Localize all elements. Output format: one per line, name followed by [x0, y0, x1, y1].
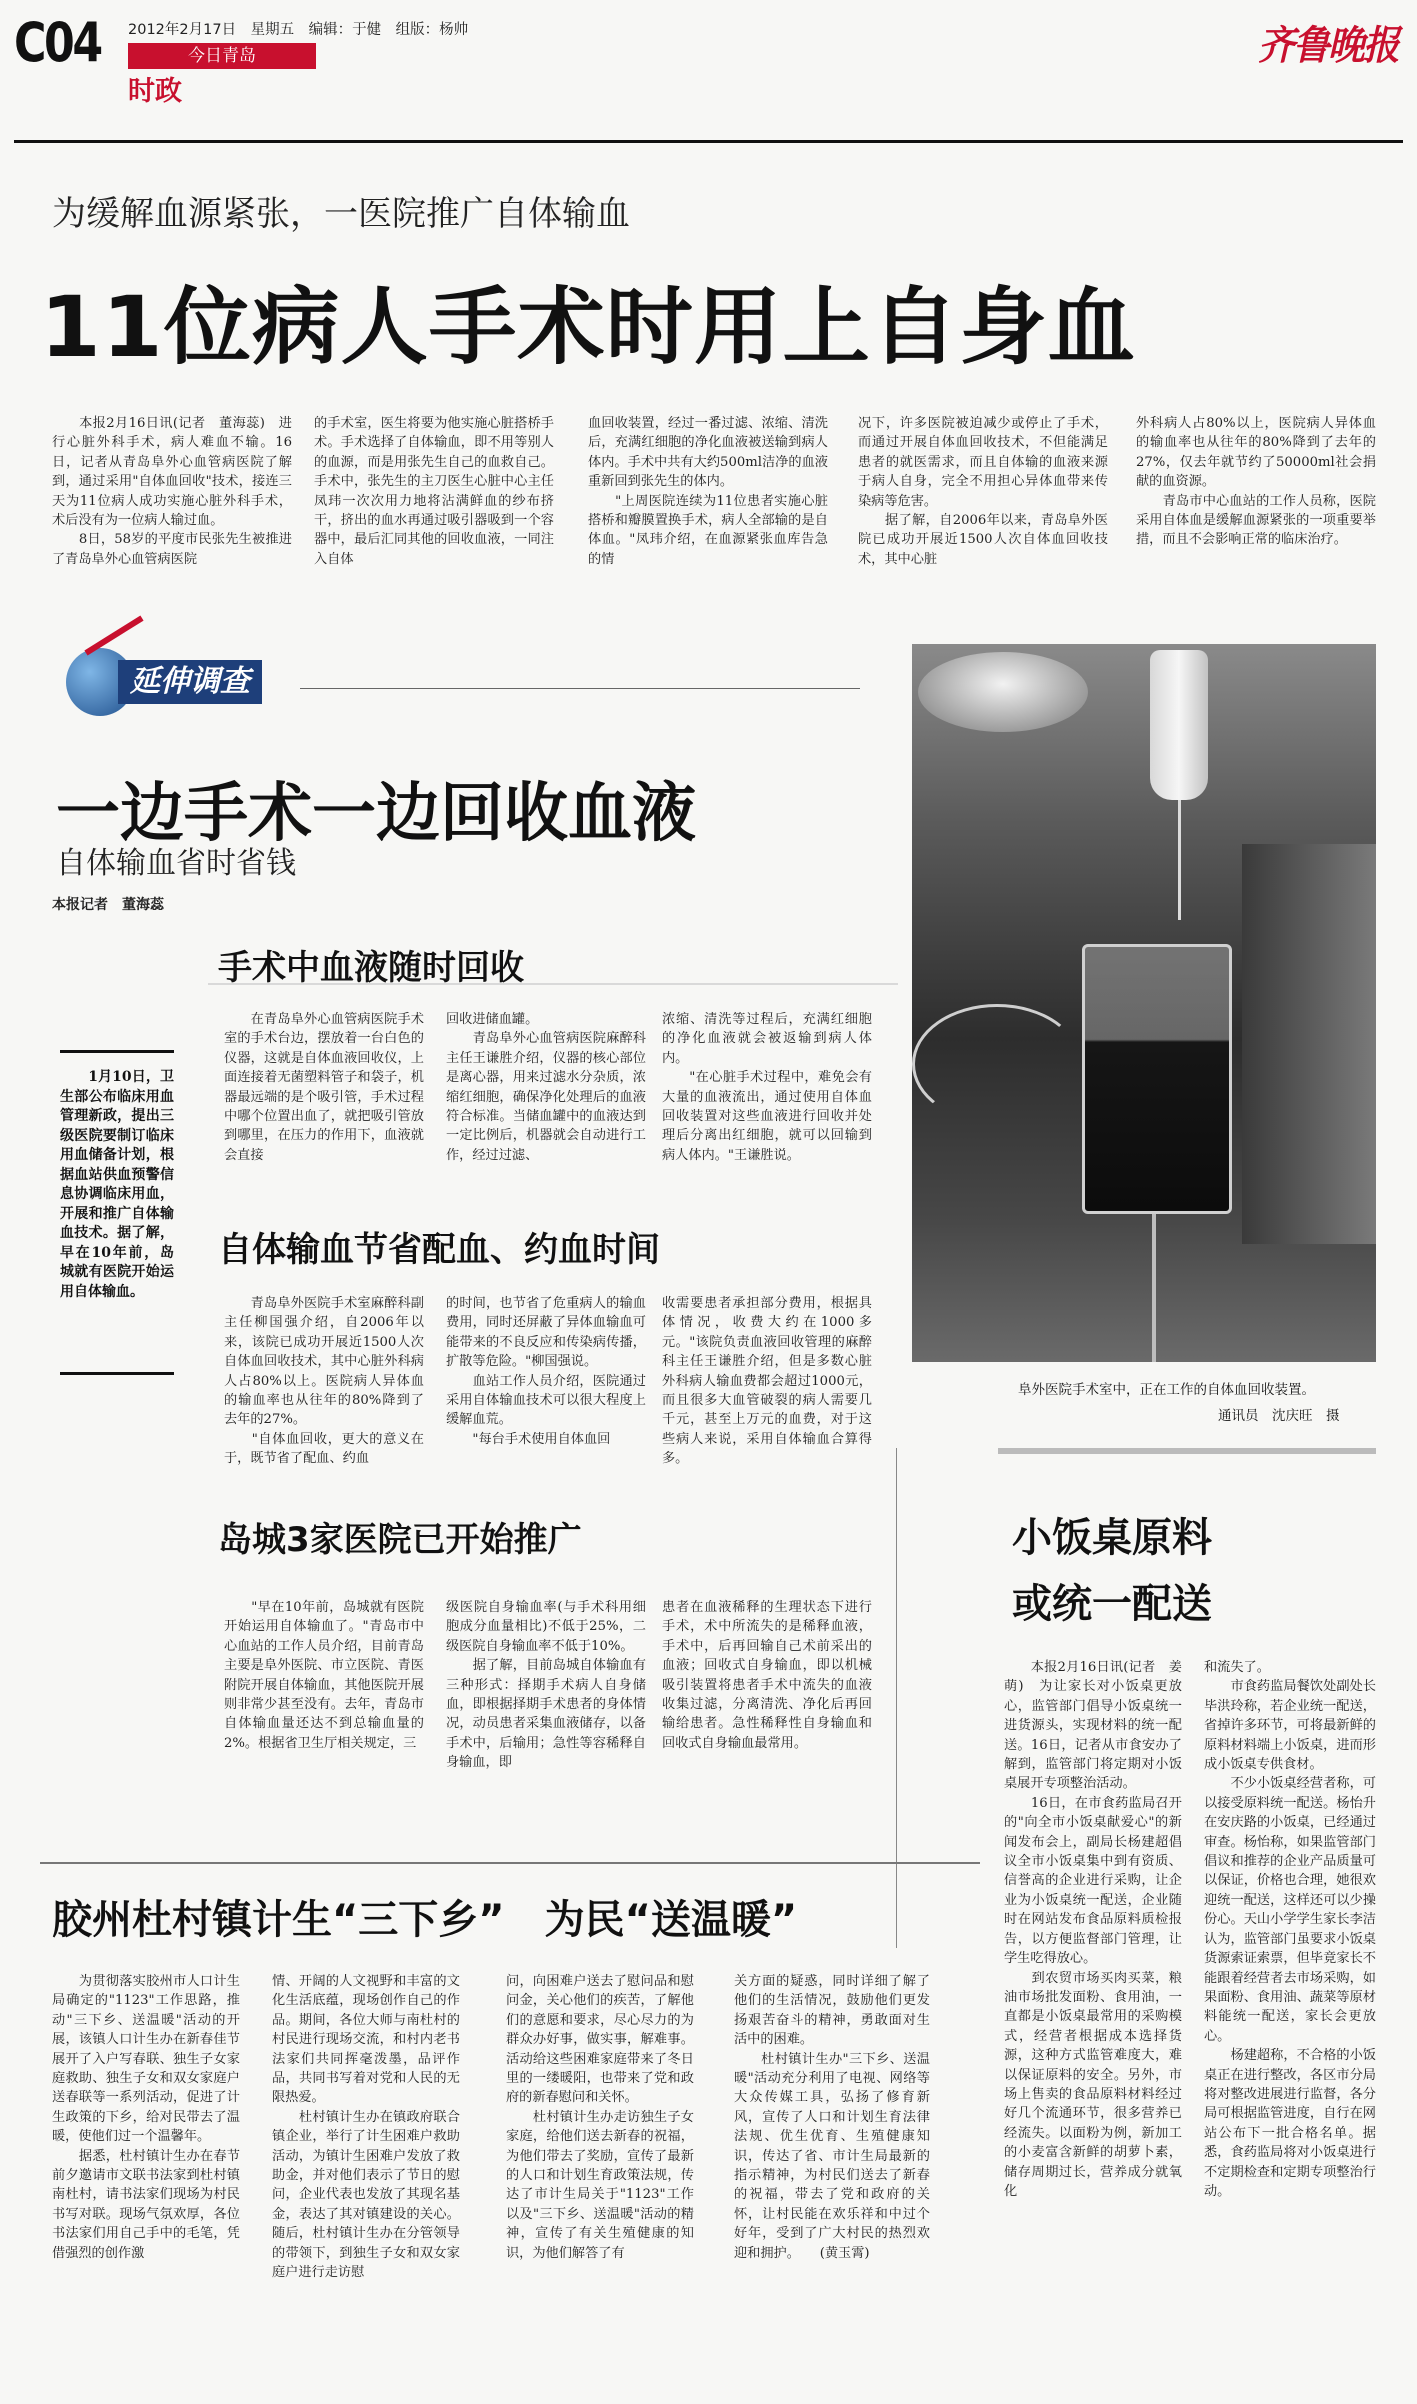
- side-headline-2: 或统一配送: [1012, 1581, 1212, 1627]
- surgical-lamp: [918, 652, 1088, 732]
- bottom-column-3: 问，向困难户送去了慰问品和慰问金，关心他们的疾苦，了解他们的意愿和要求，尽心尽力的为群众办好事，做实事，解难事。活动给这些困难家庭带来了冬日里的一缕暖阳，也带来了党和政府的新春慰问和关怀。 杜村镇计生办走访独生子女家庭，给他们送去新春的祝福，为他们带去了奖励，宣传了最新的人口和计划生育政策法规，传达了市计生局关于"1123"工作以及"三下乡、送温暖"活动的精神，宣传了有关生殖健康的知识，为他们解答了有: [506, 1974, 694, 2261]
- sidebar-note: 1月10日，卫生部公布临床用血管理新政，提出三级医院要制订临床用血储备计划，根据血站供血预警信息协调临床用血，开展和推广自体输血技术。据了解，早在10年前，岛城就有医院开始运用自体输血。: [60, 1069, 174, 1300]
- photo-caption: 阜外医院手术室中，正在工作的自体血回收装置。: [1018, 1382, 1315, 1398]
- side-divider: [896, 1448, 897, 1948]
- lead-column-4: 况下，许多医院被迫减少或停止了手术，而通过开展自体血回收技术，不但能满足患者的就医需求，而且自体输的血液来源于病人自身，完全不用担心异体血带来传染病等危害。 据了解，自2006年以来，青岛阜外医院已成功开展近1500人次自体血回收技术，其中心脏: [858, 416, 1108, 567]
- sub2-column-2: 的时间，也节省了危重病人的输血费用，同时还屏蔽了异体血输血可能带来的不良反应和传染病传播，扩散等危险。"柳国强说。 血站工作人员介绍，医院通过采用自体输血技术可以很大程度上缓解血荒。 "每台手术使用自体血回: [446, 1296, 646, 1447]
- edition-badge: 今日青岛: [128, 43, 316, 69]
- sub1-column-2: 回收进储血罐。 青岛阜外心血管病医院麻醉科主任王谦胜介绍，仪器的核心部位是离心器，用来过滤水分杂质，浓缩红细胞，确保净化处理后的血液符合标准。当储血罐中的血液达到一定比例后，机器就会自动进行工作，经过过滤、: [446, 1012, 646, 1163]
- surgery-photo: [912, 644, 1376, 1362]
- feature-logo: [66, 644, 294, 720]
- side-column-1: 本报2月16日讯(记者 姜萌) 为让家长对小饭桌更放心，监管部门倡导小饭桌统一进货源头，实现材料的统一配送。16日，记者从市食安办了解到，监管部门将定期对小饭桌展开专项整治活动。 16日，在市食药监局召开的"向全市小饭桌献爱心"的新闻发布会上，副局长杨建超倡议全市小饭桌集中到有资质、信誉高的企业进行采购，让企业为小饭桌统一配送，企业随时在网站发布食品原料质检报告，以方便监督部门管理，让学生吃得放心。 到农贸市场买肉买菜，粮油市场批发面粉、食用油，一直都是小饭桌最常用的采购模式，经营者根据成本选择货源，这种方式监管难度大，难以保证原料的安全。另外，市场上售卖的食品原料材料经过好几个流通环节，很多营养已经流失。以面粉为例，新加工的小麦富含新鲜的胡萝卜素，储存周期过长，营养成分就氧化: [1004, 1660, 1182, 2199]
- bottom-column-4: 关方面的疑惑，同时详细了解了他们的生活情况，鼓励他们更发扬艰苦奋斗的精神，勇敢面对生活中的困难。 杜村镇计生办"三下乡、送温暖"活动充分利用了电视、网络等大众传媒工具，弘扬了修育新风，宣传了人口和计划生育法律法规、优生优育、生殖健康知识，传达了省、市计生局最新的指示精神，为村民们送去了新春的祝福，带去了党和政府的关怀，让村民能在欢乐祥和中过个好年，受到了广大村民的热烈欢迎和拥护。 (黄玉霄): [734, 1974, 930, 2261]
- iv-bag: [1150, 650, 1208, 800]
- feature-rule: [300, 688, 860, 689]
- lead-column-5: 外科病人占80%以上，医院病人异体血的输血率也从往年的80%降到了去年的27%，仅去年就节约了50000ml社会捐献的血资源。 青岛市中心血站的工作人员称，医院采用自体血是缓解血源紧张的一项重要举措，而且不会影响正常的临床治疗。: [1136, 416, 1376, 548]
- lead-kicker: 为缓解血源紧张，一医院推广自体输血: [52, 194, 630, 234]
- feature-headline: 一边手术一边回收血液: [56, 777, 696, 851]
- sub3-column-1: "早在10年前，岛城就有医院开始运用自体输血了。"青岛市中心血站的工作人员介绍，目前青岛主要是阜外医院、市立医院、青医附院开展自体输血，其他医院开展则非常少甚至没有。去年，青岛市自体输血量还达不到总输血量的2%。根据省卫生厅相关规定，三: [224, 1600, 424, 1751]
- header-rule: [14, 140, 1403, 143]
- photo-credit: 通讯员 沈庆旺 摄: [1218, 1408, 1340, 1424]
- iv-tube: [1178, 800, 1181, 920]
- lead-column-1: 本报2月16日讯(记者 董海蕊) 进行心脏外科手术，病人难血不输。16日，记者从青岛阜外心血管病医院了解到，通过采用"自体血回收"技术，接连三天为11位病人成功实施心脏外科手术，术后没有为一位病人输过血。 8日，58岁的平度市民张先生被推进了青岛阜外心血管病医院: [52, 416, 292, 567]
- subhead-2: 自体输血节省配血、约血时间: [218, 1222, 668, 1271]
- side-top-rule: [998, 1448, 1376, 1454]
- tubing-coil: [912, 1004, 1082, 1124]
- sub3-column-2: 级医院自身输血率(与手术科用细胞成分血量相比)不低于25%，二级医院自身输血率不低于10%。 据了解，目前岛城自体输血有三种形式：择期手术病人自身储血，即根据择期手术患者的身体情况，动员患者采集血液储存，以备手术中，后输用；急性等容稀释自身输血，即: [446, 1600, 646, 1771]
- side-headline-1: 小饭桌原料: [1012, 1515, 1212, 1561]
- subhead-1: 手术中血液随时回收: [218, 948, 524, 988]
- date-line: 2012年2月17日 星期五 编辑：于健 组版：杨帅: [128, 22, 469, 38]
- sub1-column-1: 在青岛阜外心血管病医院手术室的手术台边，摆放着一台白色的仪器，这就是自体血液回收仪，上面连接着无菌塑料管子和袋子，机器最远端的是个吸引管，手术过程中哪个位置出血了，就把吸引管放到哪里，在压力的作用下，血液就会直接: [224, 1012, 424, 1163]
- feature-byline: 本报记者 董海蕊: [52, 897, 164, 913]
- lead-column-3: 血回收装置，经过一番过滤、浓缩、清洗后，充满红细胞的净化血液被送输到病人体内。手术中共有大约500ml洁净的血液重新回到张先生的体内。 "上周医院连续为11位患者实施心脏搭桥和瓣膜置换手术，病人全部输的是自体血。"凤玮介绍，在血源紧张血库告急的情: [588, 416, 828, 567]
- bottom-top-rule: [40, 1862, 980, 1864]
- section-name: 时政: [128, 76, 182, 107]
- feature-logo-label: 延伸调查: [118, 660, 262, 704]
- feature-subhead: 自体输血省时省钱: [56, 846, 296, 881]
- lead-headline: 11位病人手术时用上自身血: [40, 278, 1137, 376]
- sub2-column-3: 收需要患者承担部分费用，根据具体情况，收费大约在1000多元。"该院负责血液回收管理的麻醉科主任王谦胜介绍，但是多数心脏外科病人输血费都会超过1000元，而且很多大血管破裂的病人需要几千元，甚至上万元的血费，对于这些病人来说，采用自体输血合算得多。: [662, 1296, 872, 1467]
- sidebar-bottom-rule: [60, 1372, 174, 1375]
- blood-reservoir: [1082, 944, 1232, 1214]
- lead-column-2: 的手术室，医生将要为他实施心脏搭桥手术。手术选择了自体输血，即不用等别人的血源，而是用张先生自己的血救自己。手术中，张先生的主刀医生心脏中心主任凤玮一次次用力地将沾满鲜血的纱布挤干，挤出的血水再通过吸引器吸到一个容器中，最后汇同其他的回收血液，一同注入自体: [314, 416, 554, 567]
- sidebar-top-rule: [60, 1050, 174, 1053]
- growth-arrow-icon: [84, 615, 143, 655]
- side-column-2: 和流失了。 市食药监局餐饮处副处长毕洪玲称，若企业统一配送，省掉许多环节，可将最新鲜的原料材料端上小饭桌，进而形成小饭桌专供食材。 不少小饭桌经营者称，可以接受原料统一配送。杨怡升在安庆路的小饭桌，已经通过审查。杨怡称，如果监管部门倡议和推荐的企业产品质量可以保证，价格也合理，她很欢迎统一配送，这样还可以少操份心。天山小学学生家长李洁认为，监管部门虽要求小饭桌货源索证索票，但毕竟家长不能跟着经营者去市场采购，如果面粉、食用油、蔬菜等原材料能统一配送，家长会更放心。 杨建超称，不合格的小饭桌正在进行整改，各区市分局将对整改进展进行监督，各分局可根据监管进度，自行在网站公布下一批合格名单。据悉，食药监局将对小饭桌进行不定期检查和定期专项整治行动。: [1204, 1660, 1376, 2199]
- subhead-3: 岛城3家医院已开始推广: [218, 1520, 582, 1560]
- pole: [1152, 1214, 1156, 1362]
- sub3-column-3: 患者在血液稀释的生理状态下进行手术，术中所流失的是稀释血液，手术中，后再回输自己术前采出的血液；回收式自身输血，即以机械吸引装置将患者手术中流失的血液收集过滤，分离清洗、净化后再回输给患者。急性稀释性自身输血和回收式自身输血最常用。: [662, 1600, 872, 1751]
- sub2-column-1: 青岛阜外医院手术室麻醉科副主任柳国强介绍，自2006年以来，该院已成功开展近1500人次自体血回收技术，其中心脏外科病人占80%以上。医院病人异体血的输血率也从往年的80%降到了去年的27%。 "自体血回收，更大的意义在于，既节省了配血、约血: [224, 1296, 424, 1467]
- bottom-column-1: 为贯彻落实胶州市人口计生局确定的"1123"工作思路，推动"三下乡、送温暖"活动的开展，该镇人口计生办在新春佳节展开了入户写春联、独生子女家庭救助、独生子女和双女家庭户送春联等一系列活动，促进了计生政策的下乡，给对民带去了温暖，使他们过一个温馨年。 据悉，杜村镇计生办在春节前夕邀请市文联书法家到杜村镇南杜村，请书法家们现场为村民书写对联。现场气氛欢厚，各位书法家们用自己手中的毛笔，凭借强烈的创作激: [52, 1974, 240, 2261]
- page-code: C04: [14, 11, 101, 74]
- drape: [1242, 844, 1376, 1244]
- bottom-column-2: 情、开阔的人文视野和丰富的文化生活底蕴，现场创作自己的作品。期间，各位大师与南杜村的村民进行现场交流，和村内老书法家们共同挥毫泼墨，品评作品，共同书写着对党和人民的无限热爱。 杜村镇计生办在镇政府联合镇企业，举行了计生困难户救助活动，为镇计生困难户发放了救助金，并对他们表示了节日的慰问，企业代表也发放了其现名基金，表达了其对镇建设的关心。随后，杜村镇计生办在分管领导的带领下，到独生子女和双女家庭户进行走访慰: [272, 1974, 460, 2281]
- bottom-headline: 胶州杜村镇计生“三下乡” 为民“送温暖”: [52, 1897, 798, 1943]
- sub1-column-3: 浓缩、清洗等过程后，充满红细胞的净化血液就会被返输到病人体内。 "在心脏手术过程中，难免会有大量的血液流出，通过使用自体血回收装置对这些血液进行回收并处理后分离出红细胞，就可以回输到病人体内。"王谦胜说。: [662, 1012, 872, 1163]
- masthead-logo: 齐鲁晚报: [1258, 22, 1398, 69]
